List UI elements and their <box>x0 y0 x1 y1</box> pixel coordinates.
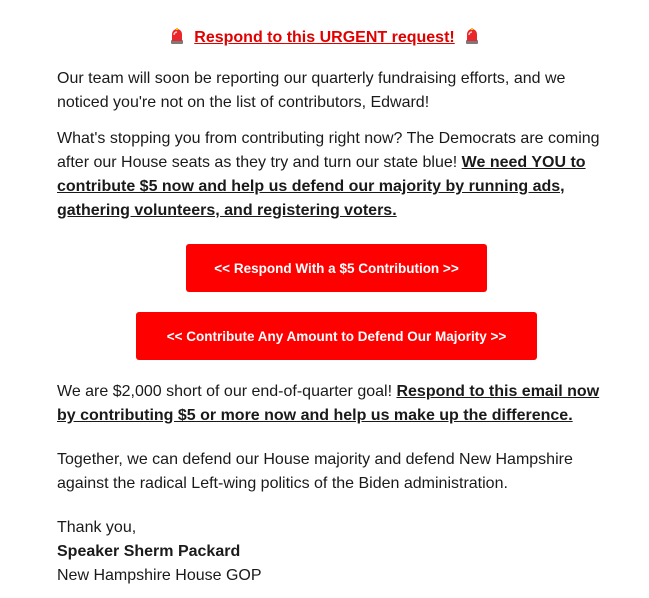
signoff-org: New Hampshire House GOP <box>57 567 262 584</box>
police-light-icon <box>170 28 184 44</box>
intro-text: Our team will soon be reporting our quarterly fundraising efforts, and we noticed you're not on the list of contributors, Edward! <box>57 70 566 111</box>
signoff-closing: Thank you, <box>57 519 137 536</box>
goal-text: We are $2,000 short of our end-of-quarter goal! <box>57 383 397 400</box>
urgent-headline <box>0 27 649 49</box>
appeal-paragraph <box>57 127 617 223</box>
respond-5-contribution-button[interactable]: << Respond With a $5 Contribution >> <box>186 244 487 292</box>
urgent-request-link[interactable]: Respond to this URGENT request! <box>194 29 455 46</box>
appeal-text: What's stopping you from contributing right now? The Democrats are coming after our House seats as they try and turn our state blue! <box>57 130 600 171</box>
signature-block <box>57 516 262 588</box>
signoff-name: Speaker Sherm Packard <box>57 543 241 560</box>
intro-paragraph <box>57 67 617 115</box>
closing-paragraph <box>57 448 617 496</box>
police-light-icon <box>465 28 479 44</box>
goal-paragraph <box>57 380 617 428</box>
contribute-any-amount-button[interactable]: << Contribute Any Amount to Defend Our Majority >> <box>136 312 537 360</box>
closing-text: Together, we can defend our House majority and defend New Hampshire against the radical Left-wing politics of the Biden administration. <box>57 451 573 492</box>
respond-email-link[interactable]: Respond to this email now by contributing $5 or more now and help us make up the difference. <box>57 383 600 424</box>
contribute-5-link[interactable]: We need YOU to contribute $5 now and help us defend our majority by running ads, gathering volunteers, and registering voters. <box>57 154 586 219</box>
